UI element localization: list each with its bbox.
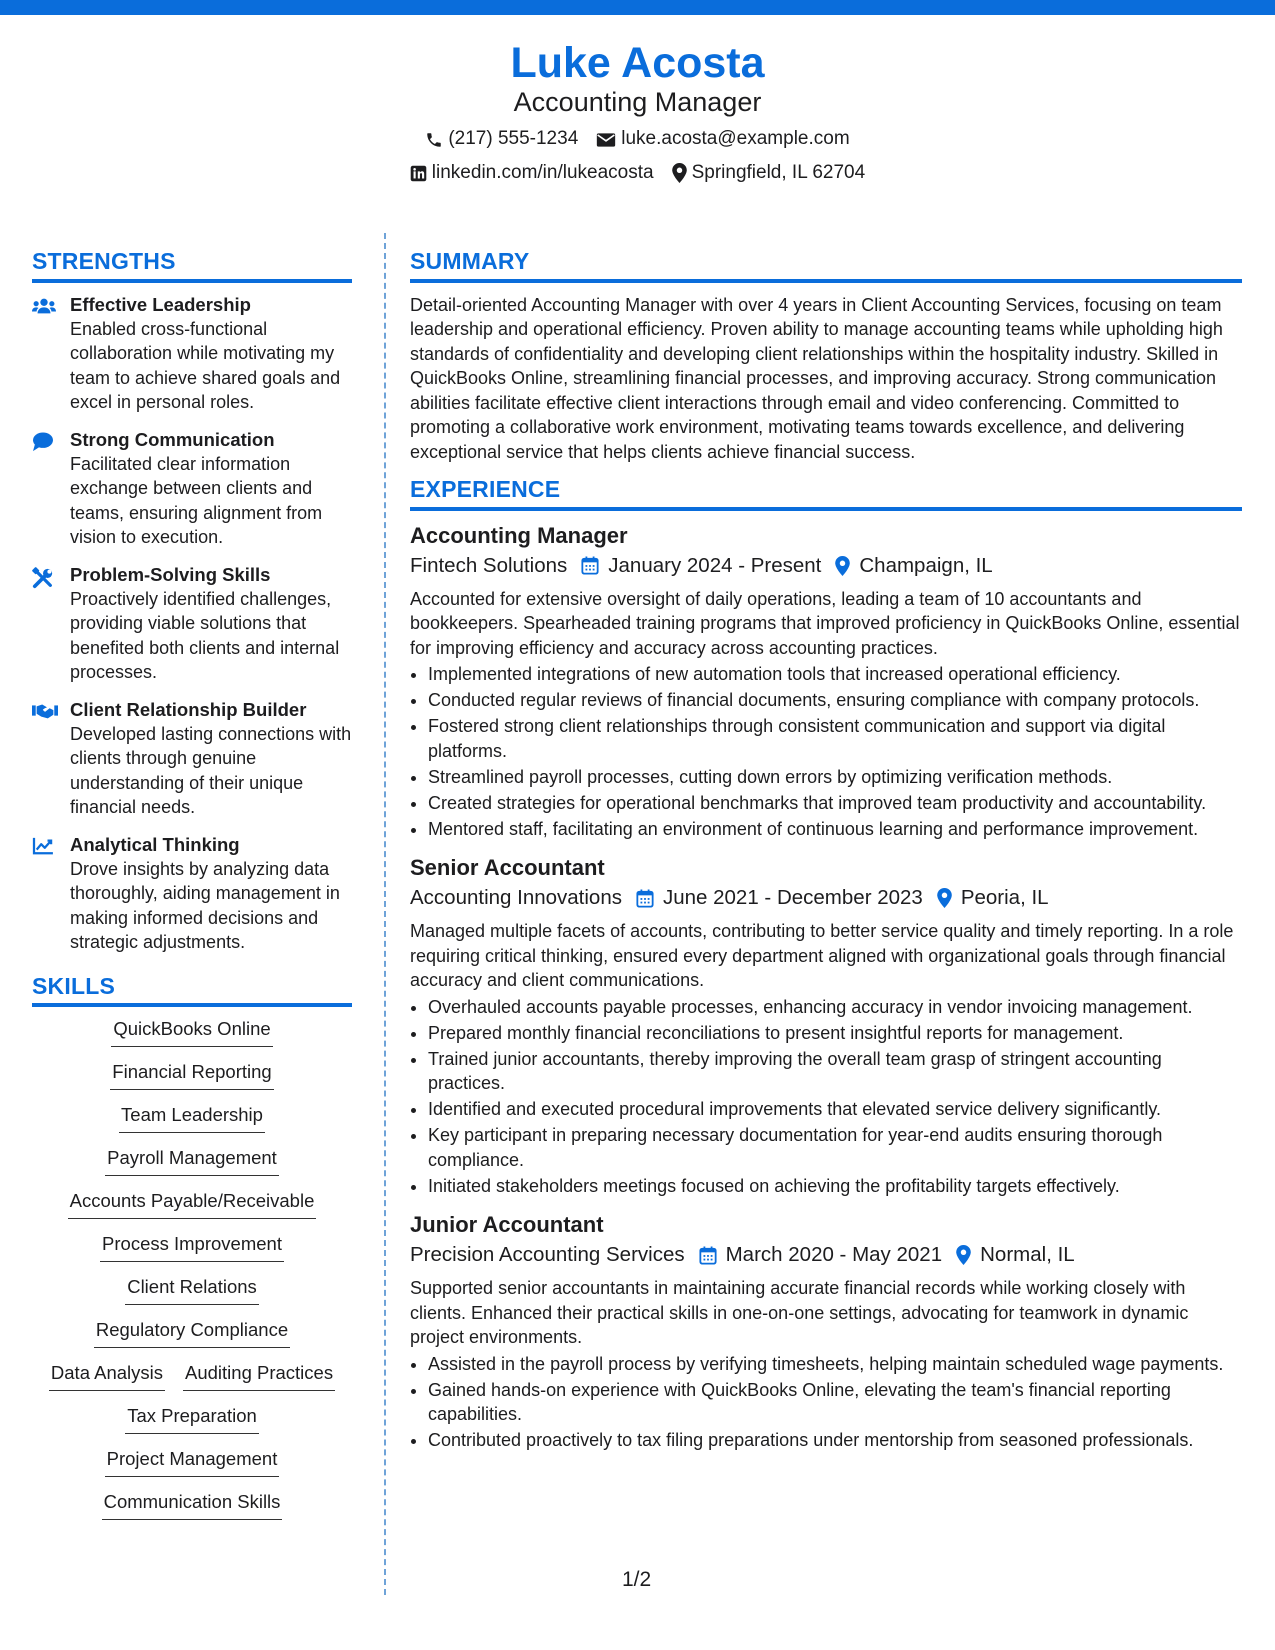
- job-dates: June 2021 - December 2023: [662, 886, 923, 910]
- job-location: Champaign, IL: [859, 553, 993, 577]
- strength-title: Strong Communication: [70, 428, 275, 450]
- skill-row: [32, 1103, 352, 1133]
- column-divider: [384, 233, 386, 1595]
- experience-list: [410, 521, 1242, 1453]
- job-description: Accounted for extensive oversight of daily operations, leading a team of 10 accountants and bookkeepers. Spearheaded training programs that improved proficiency in QuickBooks Online, essential for improving efficiency and accuracy across accounting practices.: [410, 588, 1240, 658]
- users-icon: [32, 293, 58, 415]
- skill-tag: Process Improvement: [100, 1232, 284, 1262]
- skills-list: [32, 1017, 352, 1520]
- skill-tag: Payroll Management: [105, 1146, 279, 1176]
- job-company: Fintech Solutions: [410, 553, 568, 577]
- job-entry: [410, 521, 1242, 842]
- strength-desc: Developed lasting connections with clients through genuine understanding of their unique financial needs.: [70, 723, 352, 818]
- job-meta: [410, 551, 1242, 581]
- strength-title: Client Relationship Builder: [70, 698, 307, 720]
- contact-email[interactable]: [596, 126, 849, 153]
- strength-item: [32, 563, 352, 685]
- job-bullet: • Conducted regular reviews of financial documents, ensuring compliance with company protocols.: [428, 688, 1242, 713]
- job-title: Accounting Manager: [410, 522, 628, 548]
- skill-tag: Data Analysis: [49, 1361, 165, 1391]
- job-bullets: [410, 1352, 1242, 1453]
- top-accent-bar: [0, 0, 1275, 15]
- job-bullet: • Mentored staff, facilitating an environment of continuous learning and performance improvement.: [428, 817, 1242, 842]
- contact-row-1: [0, 126, 1275, 153]
- skill-tag: QuickBooks Online: [111, 1017, 272, 1047]
- job-dates: March 2020 - May 2021: [725, 1243, 943, 1267]
- skill-row: [32, 1189, 352, 1219]
- skill-tag: Tax Preparation: [125, 1404, 259, 1434]
- job-title: Senior Accountant: [410, 855, 605, 881]
- linkedin-icon: [410, 165, 427, 182]
- map-pin-icon: [956, 1245, 971, 1265]
- job-meta: [410, 883, 1242, 913]
- job-location: Normal, IL: [980, 1243, 1075, 1267]
- job-title: Junior Accountant: [410, 1212, 604, 1238]
- strength-item: [32, 698, 352, 820]
- page-number: 1/2: [622, 1568, 652, 1591]
- calendar-icon: [699, 1246, 717, 1265]
- contact-linkedin[interactable]: [410, 160, 654, 187]
- phone-text: (217) 555-1234: [448, 128, 579, 150]
- linkedin-text: linkedin.com/in/lukeacosta: [431, 161, 654, 183]
- job-bullets: [410, 662, 1242, 841]
- job-meta: [410, 1240, 1242, 1270]
- job-bullet: • Implemented integrations of new automation tools that increased operational efficiency.: [428, 662, 1242, 687]
- candidate-name: Luke Acosta: [510, 39, 765, 87]
- job-company: Accounting Innovations: [410, 886, 622, 910]
- skill-row: [32, 1490, 352, 1520]
- job-bullet: • Identified and executed procedural improvements that elevated service delivery significantly.: [428, 1097, 1242, 1122]
- strength-desc: Proactively identified challenges, providing viable solutions that benefited both clients and internal processes.: [70, 588, 340, 683]
- job-bullet: • Gained hands-on experience with QuickBooks Online, elevating the team's financial reporting capabilities.: [428, 1378, 1242, 1427]
- chart-line-icon: [32, 833, 58, 955]
- job-bullet: • Assisted in the payroll process by verifying timesheets, helping maintain scheduled wage payments.: [428, 1352, 1242, 1377]
- skill-tag: Client Relations: [125, 1275, 259, 1305]
- job-location: Peoria, IL: [960, 886, 1049, 910]
- summary-heading: SUMMARY: [410, 248, 1242, 283]
- skills-heading: SKILLS: [32, 973, 352, 1008]
- email-text: luke.acosta@example.com: [621, 128, 850, 150]
- strength-desc: Drove insights by analyzing data thoroughly, aiding management in making informed decisions and strategic adjustments.: [70, 858, 340, 953]
- skill-row: [32, 1146, 352, 1176]
- map-pin-icon: [937, 888, 952, 908]
- candidate-title: Accounting Manager: [513, 86, 762, 117]
- calendar-icon: [636, 889, 654, 908]
- tools-icon: [32, 563, 58, 685]
- job-bullets: [410, 995, 1242, 1199]
- calendar-icon: [581, 556, 599, 575]
- job-dates: January 2024 - Present: [608, 553, 822, 577]
- contact-phone: [425, 126, 578, 153]
- contact-location: [672, 160, 866, 187]
- resume-header: [0, 38, 1275, 187]
- strength-desc: Enabled cross-functional collaboration while motivating my team to achieve shared goals and excel in personal roles.: [70, 318, 341, 413]
- job-description: Supported senior accountants in maintaining accurate financial records while working closely with clients. Enhanced their practical skills in one-on-one settings, advocating for teamwork in dynamic project environments.: [410, 1278, 1189, 1348]
- location-text: Springfield, IL 62704: [691, 161, 866, 183]
- job-bullet: • Created strategies for operational benchmarks that improved team productivity and accountability.: [428, 791, 1242, 816]
- strengths-heading: STRENGTHS: [32, 248, 352, 283]
- map-pin-icon: [835, 556, 850, 576]
- strength-title: Analytical Thinking: [70, 833, 240, 855]
- skill-row: [32, 1232, 352, 1262]
- skill-tag: Accounts Payable/Receivable: [68, 1189, 317, 1219]
- strength-title: Effective Leadership: [70, 293, 251, 315]
- map-pin-icon: [672, 163, 687, 183]
- job-bullet: • Initiated stakeholders meetings focused on achieving the profitability targets effectively.: [428, 1174, 1242, 1199]
- strength-desc: Facilitated clear information exchange between clients and teams, ensuring alignment from vision to execution.: [70, 453, 323, 548]
- left-column: [32, 248, 352, 1533]
- summary-text: Detail-oriented Accounting Manager with over 4 years in Client Accounting Services, focusing on team leadership and operational efficiency. Proven ability to manage accounting teams while upholding high standards of confidentiality and developing client relationships within the hospitality industry. Skilled in QuickBooks Online, streamlining financial processes, and improving accuracy. Strong communication abilities facilitate effective client interactions through email and video conferencing. Committed to promoting a collaborative work environment, motivating teams towards excellence, and delivering exceptional service that helps clients achieve financial success.: [410, 294, 1223, 462]
- phone-icon: [425, 131, 443, 149]
- skill-tag: Project Management: [105, 1447, 280, 1477]
- skill-tag: Auditing Practices: [183, 1361, 335, 1391]
- strength-item: [32, 428, 352, 550]
- job-bullet: • Streamlined payroll processes, cutting down errors by optimizing verification methods.: [428, 765, 1242, 790]
- job-description: Managed multiple facets of accounts, contributing to better service quality and timely reporting. In a role requiring critical thinking, ensured every department aligned with organizational goals through financial accuracy and client communications.: [410, 921, 1234, 991]
- skill-row: [32, 1318, 352, 1348]
- strength-title: Problem-Solving Skills: [70, 563, 271, 585]
- job-bullet: • Prepared monthly financial reconciliations to present insightful reports for management.: [428, 1021, 1242, 1046]
- skill-tag: Financial Reporting: [110, 1060, 273, 1090]
- strength-item: [32, 293, 352, 415]
- job-company: Precision Accounting Services: [410, 1243, 685, 1267]
- chat-bubble-icon: [32, 428, 58, 550]
- handshake-icon: [32, 698, 58, 820]
- job-entry: [410, 1210, 1242, 1453]
- job-bullet: • Key participant in preparing necessary documentation for year-end audits ensuring thorough compliance.: [428, 1123, 1242, 1172]
- experience-heading: EXPERIENCE: [410, 476, 1242, 511]
- skill-tag: Communication Skills: [102, 1490, 283, 1520]
- job-bullet: • Fostered strong client relationships through consistent communication and support via digital platforms.: [428, 714, 1242, 763]
- skill-row: [32, 1361, 352, 1391]
- strength-item: [32, 833, 352, 955]
- skill-row: [32, 1404, 352, 1434]
- envelope-icon: [596, 132, 616, 148]
- job-bullet: • Contributed proactively to tax filing preparations under mentorship from seasoned professionals.: [428, 1428, 1242, 1453]
- job-entry: [410, 853, 1242, 1198]
- job-bullet: • Overhauled accounts payable processes, enhancing accuracy in vendor invoicing management.: [428, 995, 1242, 1020]
- skill-tag: Team Leadership: [119, 1103, 265, 1133]
- right-column: [410, 248, 1242, 1465]
- skill-row: [32, 1060, 352, 1090]
- skill-row: [32, 1275, 352, 1305]
- skill-row: [32, 1447, 352, 1477]
- skill-tag: Regulatory Compliance: [94, 1318, 290, 1348]
- skill-row: [32, 1017, 352, 1047]
- job-bullet: • Trained junior accountants, thereby improving the overall team grasp of stringent accounting practices.: [428, 1047, 1242, 1096]
- contact-row-2: [0, 160, 1275, 187]
